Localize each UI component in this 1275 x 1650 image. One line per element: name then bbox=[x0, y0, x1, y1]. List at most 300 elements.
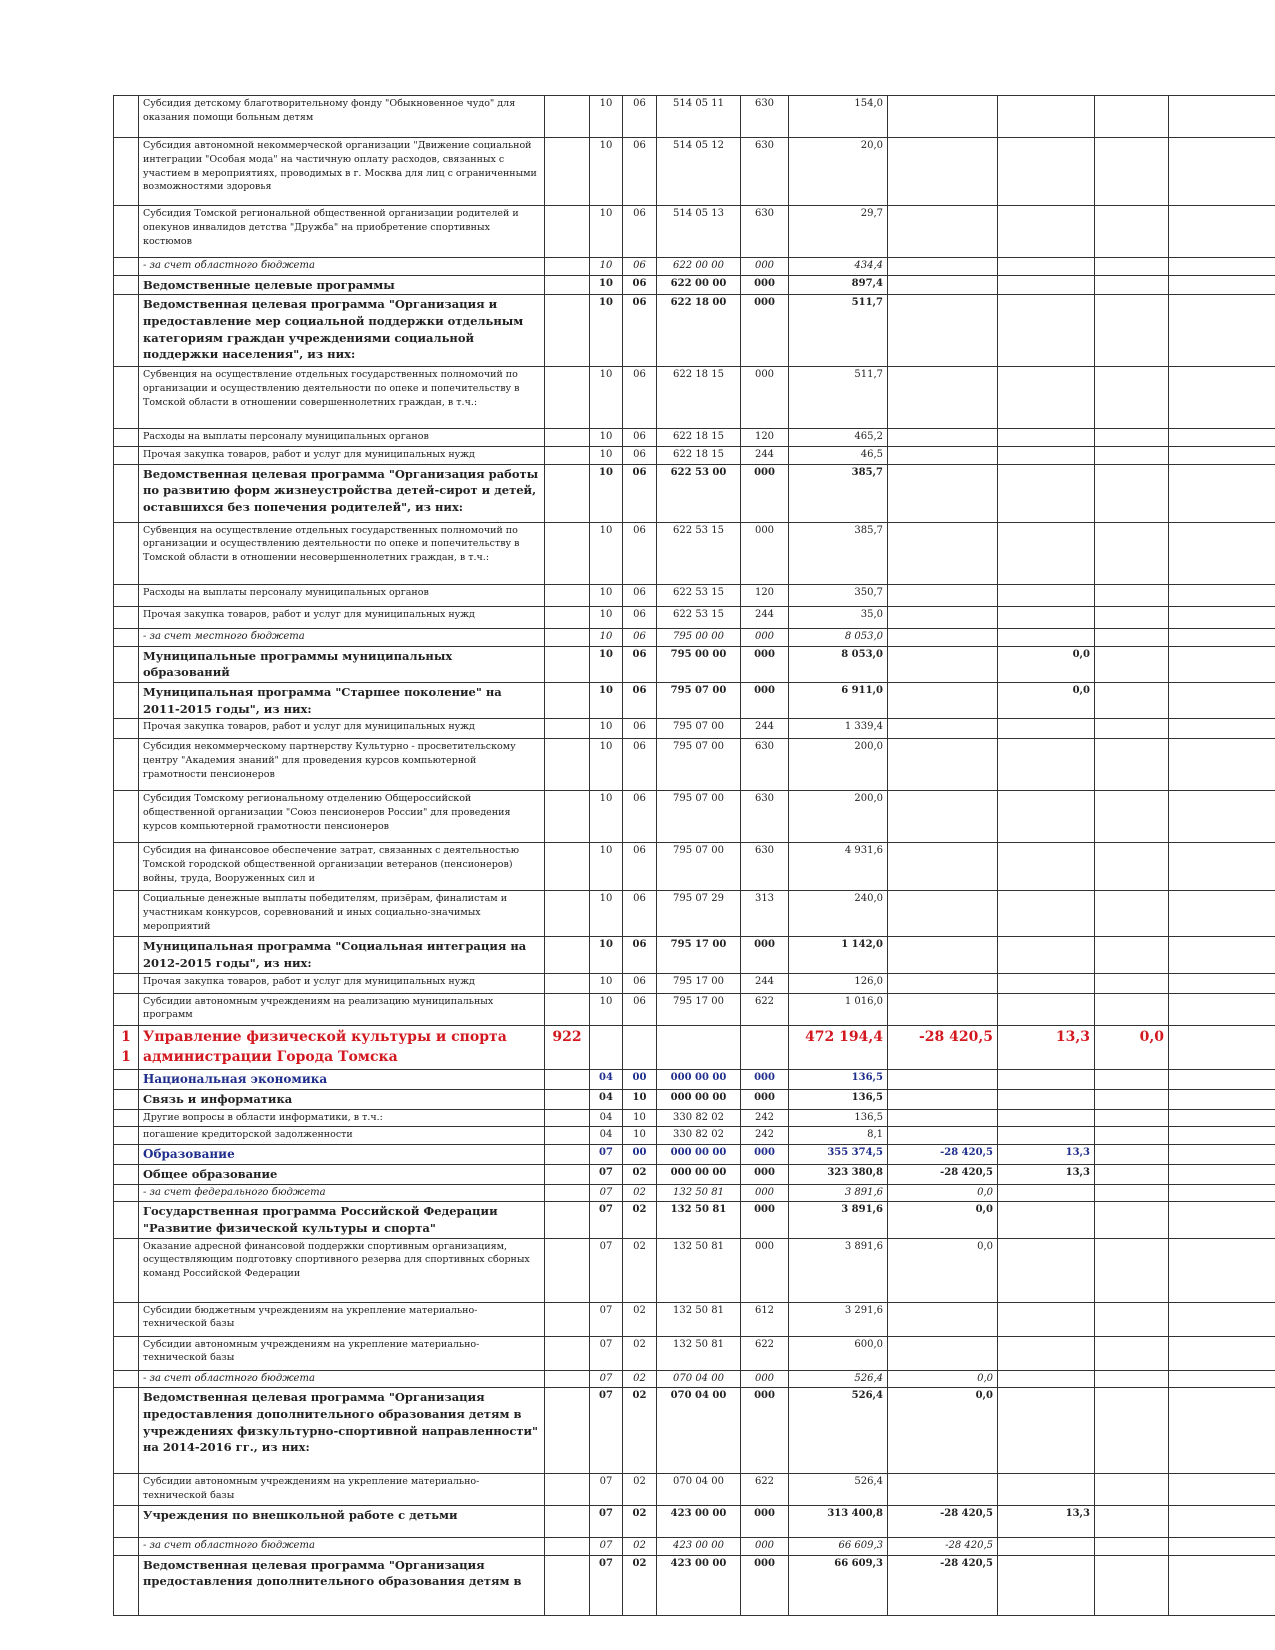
item-name: Субсидия некоммерческому партнерству Культурно - просветительскому центру "Академия знаний" для проведения курсов компьютерной грамотности пенсионеров bbox=[139, 739, 545, 791]
extra-amount-1: 13,3 bbox=[998, 1144, 1095, 1164]
expense-type-code: 244 bbox=[741, 973, 789, 993]
change-amount bbox=[888, 446, 998, 464]
amount: 1 016,0 bbox=[789, 993, 888, 1025]
change-amount bbox=[888, 367, 998, 429]
target-article-code: 330 82 02 bbox=[657, 1127, 741, 1145]
expense-type-code: 612 bbox=[741, 1302, 789, 1336]
amount: 3 891,6 bbox=[789, 1184, 888, 1202]
dept-code bbox=[545, 646, 590, 682]
section-code: 07 bbox=[590, 1474, 623, 1506]
amount: 897,4 bbox=[789, 275, 888, 295]
subsection-code: 06 bbox=[623, 628, 657, 646]
extra-amount-1 bbox=[998, 464, 1095, 522]
subsection-code: 02 bbox=[623, 1370, 657, 1388]
table-row bbox=[114, 739, 1275, 791]
subsection-code: 06 bbox=[623, 993, 657, 1025]
extra-amount-1 bbox=[998, 1388, 1095, 1474]
item-name: Ведомственная целевая программа "Организация и предоставление мер социальной поддержки отдельным категориям граждан учреждениями социальной поддержки населения", из них: bbox=[139, 295, 545, 367]
row-number bbox=[114, 973, 139, 993]
dept-code bbox=[545, 367, 590, 429]
extra-amount-2 bbox=[1095, 522, 1169, 584]
amount: 126,0 bbox=[789, 973, 888, 993]
change-amount bbox=[888, 464, 998, 522]
table-row bbox=[114, 719, 1275, 739]
target-article-code: 070 04 00 bbox=[657, 1474, 741, 1506]
amount: 20,0 bbox=[789, 138, 888, 206]
target-article-code: 795 07 00 bbox=[657, 739, 741, 791]
row-number bbox=[114, 1127, 139, 1145]
target-article-code: 423 00 00 bbox=[657, 1538, 741, 1556]
item-name: Субсидия автономной некоммерческой организации "Движение социальной интеграции "Особая мода" на частичную оплату расходов, связанных с участием в мероприятиях, проводимых в г. Москва для лиц с ограниченными возможностями здоровья bbox=[139, 138, 545, 206]
change-amount: 0,0 bbox=[888, 1238, 998, 1302]
section-code: 10 bbox=[590, 719, 623, 739]
table-row bbox=[114, 295, 1275, 367]
extra-amount-2 bbox=[1095, 1302, 1169, 1336]
expense-type-code: 630 bbox=[741, 791, 789, 843]
target-article-code: 622 00 00 bbox=[657, 258, 741, 276]
extra-amount-1 bbox=[998, 138, 1095, 206]
item-name: Ведомственная целевая программа "Организация работы по развитию форм жизнеустройства детей-сирот и детей, оставшихся без попечения родителей", из них: bbox=[139, 464, 545, 522]
target-article-code: 132 50 81 bbox=[657, 1238, 741, 1302]
dept-code bbox=[545, 206, 590, 258]
amount: 511,7 bbox=[789, 295, 888, 367]
dept-code bbox=[545, 429, 590, 447]
extra-amount-1 bbox=[998, 258, 1095, 276]
table-row bbox=[114, 1144, 1275, 1164]
target-article-code: 795 07 00 bbox=[657, 791, 741, 843]
change-amount: -28 420,5 bbox=[888, 1506, 998, 1538]
change-amount bbox=[888, 1302, 998, 1336]
row-number bbox=[114, 739, 139, 791]
section-code: 10 bbox=[590, 683, 623, 719]
change-amount: -28 420,5 bbox=[888, 1538, 998, 1556]
change-amount: 0,0 bbox=[888, 1202, 998, 1238]
extra-amount-2 bbox=[1095, 295, 1169, 367]
row-number bbox=[114, 1165, 139, 1185]
row-number bbox=[114, 258, 139, 276]
change-amount: 0,0 bbox=[888, 1388, 998, 1474]
extra-amount-2 bbox=[1095, 1506, 1169, 1538]
table-row bbox=[114, 1555, 1275, 1615]
item-name: Государственная программа Российской Федерации "Развитие физической культуры и спорта" bbox=[139, 1202, 545, 1238]
amount: 434,4 bbox=[789, 258, 888, 276]
table-row bbox=[114, 1069, 1275, 1089]
extra-amount-1 bbox=[998, 843, 1095, 891]
row-number bbox=[114, 367, 139, 429]
change-amount bbox=[888, 843, 998, 891]
extra-amount-1 bbox=[998, 1184, 1095, 1202]
extra-amount-1 bbox=[998, 1555, 1095, 1615]
amount: 8,1 bbox=[789, 1127, 888, 1145]
amount: 600,0 bbox=[789, 1336, 888, 1370]
empty-cell bbox=[1169, 1184, 1275, 1202]
table-row bbox=[114, 628, 1275, 646]
amount: 4 931,6 bbox=[789, 843, 888, 891]
empty-cell bbox=[1169, 275, 1275, 295]
section-code: 07 bbox=[590, 1538, 623, 1556]
empty-cell bbox=[1169, 1370, 1275, 1388]
table-row bbox=[114, 429, 1275, 447]
target-article-code: 000 00 00 bbox=[657, 1069, 741, 1089]
subsection-code: 02 bbox=[623, 1238, 657, 1302]
subsection-code: 02 bbox=[623, 1555, 657, 1615]
amount: 136,5 bbox=[789, 1090, 888, 1110]
extra-amount-1 bbox=[998, 719, 1095, 739]
target-article-code: 622 53 15 bbox=[657, 606, 741, 628]
extra-amount-2 bbox=[1095, 891, 1169, 937]
dept-code bbox=[545, 937, 590, 973]
extra-amount-1 bbox=[998, 606, 1095, 628]
table-row bbox=[114, 584, 1275, 606]
extra-amount-1: 13,3 bbox=[998, 1506, 1095, 1538]
extra-amount-2 bbox=[1095, 1202, 1169, 1238]
target-article-code: 330 82 02 bbox=[657, 1109, 741, 1127]
extra-amount-2 bbox=[1095, 1184, 1169, 1202]
item-name: Субсидия детскому благотворительному фонду "Обыкновенное чудо" для оказания помощи больным детям bbox=[139, 96, 545, 138]
table-row bbox=[114, 1127, 1275, 1145]
item-name: Социальные денежные выплаты победителям, призёрам, финалистам и участникам конкурсов, соревнований и иных социально-значимых мероприятий bbox=[139, 891, 545, 937]
extra-amount-2 bbox=[1095, 1474, 1169, 1506]
extra-amount-1 bbox=[998, 993, 1095, 1025]
item-name: Ведомственные целевые программы bbox=[139, 275, 545, 295]
extra-amount-2 bbox=[1095, 1109, 1169, 1127]
subsection-code: 02 bbox=[623, 1302, 657, 1336]
expense-type-code: 630 bbox=[741, 739, 789, 791]
change-amount bbox=[888, 993, 998, 1025]
extra-amount-1 bbox=[998, 367, 1095, 429]
change-amount bbox=[888, 138, 998, 206]
extra-amount-1 bbox=[998, 1474, 1095, 1506]
table-row bbox=[114, 973, 1275, 993]
amount: 3 291,6 bbox=[789, 1302, 888, 1336]
change-amount bbox=[888, 295, 998, 367]
subsection-code: 02 bbox=[623, 1336, 657, 1370]
expense-type-code: 000 bbox=[741, 1069, 789, 1089]
dept-code bbox=[545, 1109, 590, 1127]
extra-amount-1 bbox=[998, 973, 1095, 993]
row-number bbox=[114, 138, 139, 206]
extra-amount-1 bbox=[998, 628, 1095, 646]
extra-amount-2 bbox=[1095, 993, 1169, 1025]
section-code: 10 bbox=[590, 891, 623, 937]
extra-amount-2 bbox=[1095, 464, 1169, 522]
extra-amount-2 bbox=[1095, 275, 1169, 295]
empty-cell bbox=[1169, 891, 1275, 937]
extra-amount-2 bbox=[1095, 1069, 1169, 1089]
expense-type-code: 630 bbox=[741, 843, 789, 891]
section-code: 10 bbox=[590, 646, 623, 682]
extra-amount-1 bbox=[998, 1127, 1095, 1145]
change-amount bbox=[888, 739, 998, 791]
change-amount bbox=[888, 1069, 998, 1089]
change-amount: -28 420,5 bbox=[888, 1025, 998, 1069]
dept-code bbox=[545, 993, 590, 1025]
dept-code bbox=[545, 1506, 590, 1538]
item-name: Субсидии бюджетным учреждениям на укрепление материально-технической базы bbox=[139, 1302, 545, 1336]
section-code: 10 bbox=[590, 96, 623, 138]
dept-code bbox=[545, 719, 590, 739]
row-number bbox=[114, 891, 139, 937]
change-amount bbox=[888, 275, 998, 295]
extra-amount-1 bbox=[998, 206, 1095, 258]
expense-type-code: 242 bbox=[741, 1127, 789, 1145]
dept-code bbox=[545, 96, 590, 138]
dept-code bbox=[545, 138, 590, 206]
extra-amount-1 bbox=[998, 1109, 1095, 1127]
extra-amount-1: 0,0 bbox=[998, 646, 1095, 682]
subsection-code: 06 bbox=[623, 206, 657, 258]
target-article-code: 795 00 00 bbox=[657, 646, 741, 682]
extra-amount-1 bbox=[998, 739, 1095, 791]
extra-amount-2 bbox=[1095, 1144, 1169, 1164]
section-code: 10 bbox=[590, 206, 623, 258]
row-number bbox=[114, 584, 139, 606]
section-code: 10 bbox=[590, 295, 623, 367]
extra-amount-2 bbox=[1095, 646, 1169, 682]
subsection-code: 06 bbox=[623, 138, 657, 206]
extra-amount-1 bbox=[998, 446, 1095, 464]
expense-type-code: 622 bbox=[741, 1336, 789, 1370]
subsection-code: 06 bbox=[623, 973, 657, 993]
target-article-code bbox=[657, 1025, 741, 1069]
expense-type-code: 000 bbox=[741, 275, 789, 295]
empty-cell bbox=[1169, 1165, 1275, 1185]
section-code: 10 bbox=[590, 993, 623, 1025]
change-amount bbox=[888, 937, 998, 973]
empty-cell bbox=[1169, 993, 1275, 1025]
section-code: 10 bbox=[590, 843, 623, 891]
target-article-code: 795 07 00 bbox=[657, 843, 741, 891]
empty-cell bbox=[1169, 1238, 1275, 1302]
empty-cell bbox=[1169, 1025, 1275, 1069]
item-name: Муниципальная программа "Старшее поколение" на 2011-2015 годы", из них: bbox=[139, 683, 545, 719]
table-row bbox=[114, 683, 1275, 719]
dept-code bbox=[545, 1555, 590, 1615]
extra-amount-2 bbox=[1095, 973, 1169, 993]
extra-amount-1 bbox=[998, 937, 1095, 973]
amount: 3 891,6 bbox=[789, 1202, 888, 1238]
expense-type-code: 244 bbox=[741, 606, 789, 628]
table-row bbox=[114, 1538, 1275, 1556]
subsection-code: 06 bbox=[623, 429, 657, 447]
empty-cell bbox=[1169, 96, 1275, 138]
extra-amount-1 bbox=[998, 295, 1095, 367]
extra-amount-2 bbox=[1095, 1090, 1169, 1110]
change-amount: -28 420,5 bbox=[888, 1555, 998, 1615]
empty-cell bbox=[1169, 719, 1275, 739]
section-code: 07 bbox=[590, 1144, 623, 1164]
dept-code bbox=[545, 683, 590, 719]
subsection-code: 06 bbox=[623, 739, 657, 791]
empty-cell bbox=[1169, 1090, 1275, 1110]
target-article-code: 132 50 81 bbox=[657, 1184, 741, 1202]
item-name: Прочая закупка товаров, работ и услуг для муниципальных нужд bbox=[139, 606, 545, 628]
target-article-code: 070 04 00 bbox=[657, 1388, 741, 1474]
expense-type-code: 000 bbox=[741, 1184, 789, 1202]
amount: 29,7 bbox=[789, 206, 888, 258]
item-name: Субвенция на осуществление отдельных государственных полномочий по организации и осуществлению деятельности по опеке и попечительству в Томской области в отношении несовершеннолетних граждан, в т.ч.: bbox=[139, 522, 545, 584]
section-code bbox=[590, 1025, 623, 1069]
subsection-code: 02 bbox=[623, 1165, 657, 1185]
section-code: 10 bbox=[590, 429, 623, 447]
amount: 472 194,4 bbox=[789, 1025, 888, 1069]
amount: 35,0 bbox=[789, 606, 888, 628]
empty-cell bbox=[1169, 1109, 1275, 1127]
section-code: 10 bbox=[590, 973, 623, 993]
extra-amount-1 bbox=[998, 1069, 1095, 1089]
item-name: Оказание адресной финансовой поддержки спортивным организациям, осуществляющим подготовку спортивного резерва для спортивных сборных команд Российской Федерации bbox=[139, 1238, 545, 1302]
table-row bbox=[114, 791, 1275, 843]
extra-amount-2 bbox=[1095, 429, 1169, 447]
subsection-code: 02 bbox=[623, 1202, 657, 1238]
empty-cell bbox=[1169, 1127, 1275, 1145]
change-amount: -28 420,5 bbox=[888, 1165, 998, 1185]
extra-amount-2 bbox=[1095, 719, 1169, 739]
table-row bbox=[114, 1184, 1275, 1202]
table-row bbox=[114, 1202, 1275, 1238]
row-number bbox=[114, 646, 139, 682]
item-name: - за счет местного бюджета bbox=[139, 628, 545, 646]
item-name: Прочая закупка товаров, работ и услуг для муниципальных нужд bbox=[139, 446, 545, 464]
item-name: Муниципальные программы муниципальных образований bbox=[139, 646, 545, 682]
item-name: Прочая закупка товаров, работ и услуг для муниципальных нужд bbox=[139, 973, 545, 993]
table-row bbox=[114, 275, 1275, 295]
item-name: Национальная экономика bbox=[139, 1069, 545, 1089]
expense-type-code: 244 bbox=[741, 446, 789, 464]
row-number bbox=[114, 522, 139, 584]
subsection-code: 06 bbox=[623, 446, 657, 464]
expense-type-code: 120 bbox=[741, 584, 789, 606]
target-article-code: 622 53 15 bbox=[657, 584, 741, 606]
amount: 511,7 bbox=[789, 367, 888, 429]
target-article-code: 132 50 81 bbox=[657, 1302, 741, 1336]
amount: 8 053,0 bbox=[789, 628, 888, 646]
item-name: Субсидия Томской региональной общественной организации родителей и опекунов инвалидов детства "Дружба" на приобретение спортивных костюмов bbox=[139, 206, 545, 258]
subsection-code: 10 bbox=[623, 1127, 657, 1145]
row-number: 11 bbox=[114, 1025, 139, 1069]
dept-code bbox=[545, 1069, 590, 1089]
amount: 66 609,3 bbox=[789, 1538, 888, 1556]
target-article-code: 000 00 00 bbox=[657, 1165, 741, 1185]
amount: 355 374,5 bbox=[789, 1144, 888, 1164]
row-number bbox=[114, 1202, 139, 1238]
row-number bbox=[114, 719, 139, 739]
subsection-code: 06 bbox=[623, 646, 657, 682]
subsection-code: 06 bbox=[623, 258, 657, 276]
extra-amount-1 bbox=[998, 1370, 1095, 1388]
extra-amount-1 bbox=[998, 522, 1095, 584]
empty-cell bbox=[1169, 646, 1275, 682]
expense-type-code: 000 bbox=[741, 646, 789, 682]
row-number bbox=[114, 295, 139, 367]
change-amount bbox=[888, 1127, 998, 1145]
item-name: - за счет областного бюджета bbox=[139, 258, 545, 276]
table-row bbox=[114, 993, 1275, 1025]
item-name: Субсидии автономным учреждениям на укрепление материально-технической базы bbox=[139, 1336, 545, 1370]
target-article-code: 132 50 81 bbox=[657, 1336, 741, 1370]
row-number bbox=[114, 1388, 139, 1474]
table-row bbox=[114, 367, 1275, 429]
target-article-code: 132 50 81 bbox=[657, 1202, 741, 1238]
empty-cell bbox=[1169, 843, 1275, 891]
item-name: Муниципальная программа "Социальная интеграция на 2012-2015 годы", из них: bbox=[139, 937, 545, 973]
item-name: Связь и информатика bbox=[139, 1090, 545, 1110]
amount: 6 911,0 bbox=[789, 683, 888, 719]
section-code: 07 bbox=[590, 1388, 623, 1474]
row-number bbox=[114, 937, 139, 973]
extra-amount-1 bbox=[998, 1202, 1095, 1238]
extra-amount-2 bbox=[1095, 584, 1169, 606]
section-code: 10 bbox=[590, 606, 623, 628]
target-article-code: 622 53 00 bbox=[657, 464, 741, 522]
section-code: 07 bbox=[590, 1184, 623, 1202]
row-number bbox=[114, 275, 139, 295]
section-code: 10 bbox=[590, 446, 623, 464]
amount: 385,7 bbox=[789, 522, 888, 584]
amount: 46,5 bbox=[789, 446, 888, 464]
table-row bbox=[114, 138, 1275, 206]
change-amount bbox=[888, 1474, 998, 1506]
subsection-code: 06 bbox=[623, 891, 657, 937]
change-amount bbox=[888, 719, 998, 739]
subsection-code: 00 bbox=[623, 1144, 657, 1164]
change-amount bbox=[888, 606, 998, 628]
table-row bbox=[114, 646, 1275, 682]
change-amount bbox=[888, 206, 998, 258]
extra-amount-1 bbox=[998, 1302, 1095, 1336]
expense-type-code: 000 bbox=[741, 1506, 789, 1538]
extra-amount-2: 0,0 bbox=[1095, 1025, 1169, 1069]
extra-amount-2 bbox=[1095, 96, 1169, 138]
subsection-code: 02 bbox=[623, 1474, 657, 1506]
dept-code bbox=[545, 1184, 590, 1202]
table-row bbox=[114, 937, 1275, 973]
expense-type-code bbox=[741, 1025, 789, 1069]
dept-code bbox=[545, 522, 590, 584]
target-article-code: 000 00 00 bbox=[657, 1090, 741, 1110]
target-article-code: 423 00 00 bbox=[657, 1555, 741, 1615]
extra-amount-1: 13,3 bbox=[998, 1165, 1095, 1185]
subsection-code: 02 bbox=[623, 1388, 657, 1474]
item-name: - за счет областного бюджета bbox=[139, 1538, 545, 1556]
subsection-code: 06 bbox=[623, 275, 657, 295]
section-code: 10 bbox=[590, 791, 623, 843]
target-article-code: 514 05 13 bbox=[657, 206, 741, 258]
subsection-code: 06 bbox=[623, 843, 657, 891]
item-name: Ведомственная целевая программа "Организация предоставления дополнительного образования детям в учреждениях физкультурно-спортивной направленности" на 2014-2016 гг., из них: bbox=[139, 1388, 545, 1474]
section-code: 10 bbox=[590, 258, 623, 276]
dept-code bbox=[545, 1165, 590, 1185]
amount: 526,4 bbox=[789, 1474, 888, 1506]
amount: 240,0 bbox=[789, 891, 888, 937]
row-number bbox=[114, 1090, 139, 1110]
dept-code bbox=[545, 606, 590, 628]
empty-cell bbox=[1169, 683, 1275, 719]
section-code: 07 bbox=[590, 1238, 623, 1302]
change-amount bbox=[888, 1109, 998, 1127]
section-code: 10 bbox=[590, 464, 623, 522]
item-name: Учреждения по внешкольной работе с детьми bbox=[139, 1506, 545, 1538]
expense-type-code: 622 bbox=[741, 993, 789, 1025]
row-number bbox=[114, 683, 139, 719]
change-amount bbox=[888, 973, 998, 993]
subsection-code: 00 bbox=[623, 1069, 657, 1089]
extra-amount-1 bbox=[998, 584, 1095, 606]
row-number bbox=[114, 1336, 139, 1370]
section-code: 07 bbox=[590, 1370, 623, 1388]
subsection-code: 06 bbox=[623, 719, 657, 739]
expense-type-code: 000 bbox=[741, 628, 789, 646]
